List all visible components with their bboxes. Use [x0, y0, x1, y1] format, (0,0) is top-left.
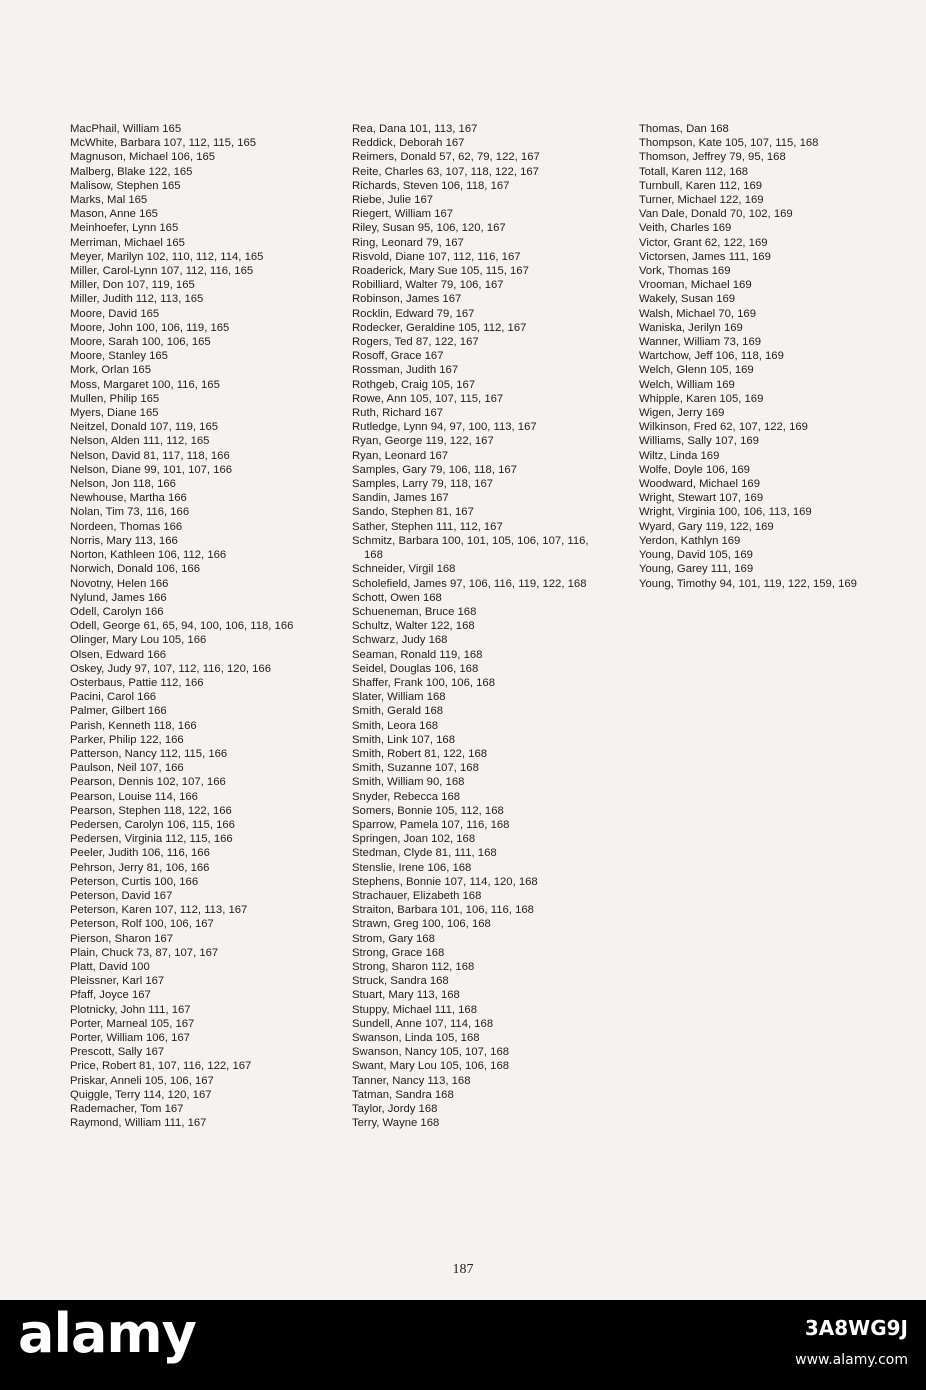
index-entry: Moore, Stanley 165: [70, 350, 168, 363]
index-entry: Nelson, Diane 99, 101, 107, 166: [70, 463, 233, 476]
index-entry: Robinson, James 167: [352, 293, 462, 306]
index-entry: Smith, Leora 168: [352, 719, 439, 732]
index-entry: Moore, Sarah 100, 106, 165: [70, 336, 211, 349]
page-number: 187: [452, 1262, 474, 1277]
index-entry: Roaderick, Mary Sue 105, 115, 167: [352, 265, 529, 278]
index-entry: Malberg, Blake 122, 165: [70, 165, 193, 178]
index-entry: Rocklin, Edward 79, 167: [352, 307, 475, 320]
index-entry: Plain, Chuck 73, 87, 107, 167: [70, 946, 219, 959]
index-entry: Norwich, Donald 106, 166: [70, 563, 200, 576]
index-entry: Quiggle, Terry 114, 120, 167: [70, 1088, 212, 1101]
index-entry: Yerdon, Kathlyn 169: [639, 534, 741, 547]
index-entry: Nordeen, Thomas 166: [70, 520, 183, 533]
index-entry: Miller, Carol-Lynn 107, 112, 116, 165: [70, 265, 254, 278]
index-entry: Malisow, Stephen 165: [70, 179, 181, 192]
index-entry: Palmer, Gilbert 166: [70, 705, 167, 718]
index-entry: Odell, George 61, 65, 94, 100, 106, 118, 166: [70, 620, 294, 633]
index-entry: Prescott, Sally 167: [70, 1046, 165, 1059]
index-column-3: [639, 122, 879, 591]
index-entry: Strachauer, Elizabeth 168: [352, 889, 482, 902]
index-entry: Rowe, Ann 105, 107, 115, 167: [352, 392, 504, 405]
index-entry: Ruth, Richard 167: [352, 407, 444, 420]
index-entry: Tanner, Nancy 113, 168: [352, 1074, 471, 1087]
index-entry: Richards, Steven 106, 118, 167: [352, 179, 510, 192]
index-entry: Rossman, Judith 167: [352, 364, 459, 377]
index-entry: Risvold, Diane 107, 112, 116, 167: [352, 250, 521, 263]
index-entry: Schwarz, Judy 168: [352, 634, 448, 647]
index-entry: Sather, Stephen 111, 112, 167: [352, 520, 503, 533]
index-entry: Porter, Marneal 105, 167: [70, 1017, 195, 1030]
index-entry: Strong, Sharon 112, 168: [352, 960, 475, 973]
index-entry: Platt, David 100: [70, 960, 150, 973]
index-entry: Norton, Kathleen 106, 112, 166: [70, 549, 227, 562]
index-entry: Robilliard, Walter 79, 106, 167: [352, 279, 504, 292]
index-entry: Strawn, Greg 100, 106, 168: [352, 918, 491, 931]
index-entry: Riegert, William 167: [352, 208, 454, 221]
index-entry: MacPhail, William 165: [70, 123, 182, 135]
index-entry: Ring, Leonard 79, 167: [352, 236, 464, 249]
index-entry: Peterson, David 167: [70, 889, 173, 902]
index-entry: Rodecker, Geraldine 105, 112, 167: [352, 321, 527, 334]
index-entry: Scholefield, James 97, 106, 116, 119, 122, 168: [352, 577, 587, 590]
index-entry: Young, Garey 111, 169: [639, 563, 754, 576]
index-entry: Veith, Charles 169: [639, 222, 732, 235]
index-entry: Moss, Margaret 100, 116, 165: [70, 378, 220, 391]
index-entry: Peterson, Curtis 100, 166: [70, 875, 199, 888]
index-entry: Wartchow, Jeff 106, 118, 169: [639, 350, 784, 363]
index-entry: Walsh, Michael 70, 169: [639, 307, 757, 320]
index-entry: Myers, Diane 165: [70, 407, 159, 420]
index-entry: Stedman, Clyde 81, 111, 168: [352, 847, 497, 860]
index-entry: Mullen, Philip 165: [70, 392, 160, 405]
index-entry: Van Dale, Donald 70, 102, 169: [639, 208, 793, 221]
index-entry: Woodward, Michael 169: [639, 478, 760, 491]
index-entry: Olinger, Mary Lou 105, 166: [70, 634, 207, 647]
index-entry: Nolan, Tim 73, 116, 166: [70, 506, 190, 519]
index-entry: Victorsen, James 111, 169: [639, 250, 771, 263]
index-entry: Schultz, Walter 122, 168: [352, 620, 475, 633]
index-entry: Ryan, George 119, 122, 167: [352, 435, 494, 448]
index-entry: Merriman, Michael 165: [70, 236, 185, 249]
index-entry: Tatman, Sandra 168: [352, 1088, 454, 1101]
index-entry: Reimers, Donald 57, 62, 79, 122, 167: [352, 151, 540, 164]
index-entry: Wilkinson, Fred 62, 107, 122, 169: [639, 421, 808, 434]
index-column-1: [70, 122, 328, 1130]
index-entry: Rutledge, Lynn 94, 97, 100, 113, 167: [352, 421, 537, 434]
index-entry: Welch, William 169: [639, 378, 735, 391]
index-entry: Strong, Grace 168: [352, 946, 445, 959]
index-entry: Odell, Carolyn 166: [70, 605, 164, 618]
index-entry: Rothgeb, Craig 105, 167: [352, 378, 476, 391]
index-entry: Paulson, Neil 107, 166: [70, 762, 184, 775]
index-entry: Pedersen, Carolyn 106, 115, 166: [70, 818, 235, 831]
index-entry: Pfaff, Joyce 167: [70, 989, 151, 1002]
index-entry: Slater, William 168: [352, 691, 446, 704]
footer-url: www.alamy.com: [795, 1352, 908, 1368]
index-entry: Strom, Gary 168: [352, 932, 435, 945]
index-entry: Victor, Grant 62, 122, 169: [639, 236, 768, 249]
index-entry: Riley, Susan 95, 106, 120, 167: [352, 222, 506, 235]
index-entry: Wiltz, Linda 169: [639, 449, 720, 462]
index-entry: Schueneman, Bruce 168: [352, 605, 477, 618]
index-entry: Swanson, Linda 105, 168: [352, 1032, 480, 1044]
index-entry: Nelson, David 81, 117, 118, 166: [70, 449, 230, 462]
index-entry: Priskar, Anneli 105, 106, 167: [70, 1074, 214, 1087]
index-entry: Stuart, Mary 113, 168: [352, 989, 460, 1002]
index-entry: Wanner, William 73, 169: [639, 336, 762, 349]
index-entry: Meyer, Marilyn 102, 110, 112, 114, 165: [70, 250, 264, 263]
index-entry: Schmitz, Barbara 100, 101, 105, 106, 107, 116, 168: [352, 534, 589, 562]
index-entry: Shaffer, Frank 100, 106, 168: [352, 676, 495, 689]
index-entry: Waniska, Jerilyn 169: [639, 321, 743, 334]
index-entry: Turnbull, Karen 112, 169: [639, 179, 763, 192]
index-entry: Vork, Thomas 169: [639, 265, 731, 278]
index-entry: Parker, Philip 122, 166: [70, 733, 184, 746]
index-entry: Pearson, Stephen 118, 122, 166: [70, 804, 232, 817]
index-entry: Stenslie, Irene 106, 168: [352, 861, 472, 874]
index-entry: Sando, Stephen 81, 167: [352, 506, 474, 519]
index-entry: Smith, Robert 81, 122, 168: [352, 747, 488, 760]
index-entry: Nelson, Jon 118, 166: [70, 478, 176, 491]
index-entry: Smith, Link 107, 168: [352, 733, 455, 746]
index-entry: Totall, Karen 112, 168: [639, 165, 749, 178]
index-entry: Novotny, Helen 166: [70, 577, 169, 590]
index-entry: Wolfe, Doyle 106, 169: [639, 463, 750, 476]
index-entry: Thomson, Jeffrey 79, 95, 168: [639, 151, 786, 164]
index-entry: Snyder, Rebecca 168: [352, 790, 461, 803]
index-entry: Stuppy, Michael 111, 168: [352, 1003, 477, 1016]
index-entry: Seaman, Ronald 119, 168: [352, 648, 483, 661]
index-entry: Moore, David 165: [70, 307, 160, 320]
index-entry: Rademacher, Tom 167: [70, 1103, 184, 1116]
index-entry: Wright, Virginia 100, 106, 113, 169: [639, 506, 812, 519]
index-entry: Springen, Joan 102, 168: [352, 833, 476, 846]
index-entry: Sundell, Anne 107, 114, 168: [352, 1017, 494, 1030]
index-entry: Peterson, Rolf 100, 106, 167: [70, 918, 214, 931]
index-entry: Pedersen, Virginia 112, 115, 166: [70, 833, 233, 846]
index-entry: Thomas, Dan 168: [639, 123, 729, 135]
index-entry: Raymond, William 111, 167: [70, 1117, 207, 1130]
index-entry: Smith, William 90, 168: [352, 776, 465, 789]
index-entry: Porter, William 106, 167: [70, 1032, 190, 1044]
index-entry: Turner, Michael 122, 169: [639, 194, 764, 207]
index-entry: Miller, Don 107, 119, 165: [70, 279, 195, 292]
index-entry: Young, Timothy 94, 101, 119, 122, 159, 169: [639, 577, 857, 590]
index-entry: Terry, Wayne 168: [352, 1117, 440, 1130]
index-entry: Meinhoefer, Lynn 165: [70, 222, 179, 235]
index-entry: Schneider, Virgil 168: [352, 563, 456, 576]
index-entry: Pierson, Sharon 167: [70, 932, 173, 945]
index-entry: Schott, Owen 168: [352, 591, 442, 604]
index-entry: Welch, Glenn 105, 169: [639, 364, 754, 377]
index-entry: Olsen, Edward 166: [70, 648, 167, 661]
index-entry: Whipple, Karen 105, 169: [639, 392, 764, 405]
index-entry: Magnuson, Michael 106, 165: [70, 151, 216, 164]
index-entry: Swant, Mary Lou 105, 106, 168: [352, 1060, 510, 1073]
index-entry: Nylund, James 166: [70, 591, 167, 604]
index-entry: Thompson, Kate 105, 107, 115, 168: [639, 137, 819, 150]
index-entry: Smith, Gerald 168: [352, 705, 444, 718]
index-entry: Rosoff, Grace 167: [352, 350, 444, 363]
index-entry: Pearson, Dennis 102, 107, 166: [70, 776, 226, 789]
index-entry: Wyard, Gary 119, 122, 169: [639, 520, 774, 533]
index-entry: Newhouse, Martha 166: [70, 492, 187, 505]
index-entry: Mason, Anne 165: [70, 208, 158, 221]
index-entry: Reite, Charles 63, 107, 118, 122, 167: [352, 165, 539, 178]
index-entry: Samples, Larry 79, 118, 167: [352, 478, 494, 491]
index-entry: Peterson, Karen 107, 112, 113, 167: [70, 904, 248, 917]
index-entry: Samples, Gary 79, 106, 118, 167: [352, 463, 517, 476]
index-entry: Miller, Judith 112, 113, 165: [70, 293, 204, 306]
index-entry: Rea, Dana 101, 113, 167: [352, 123, 478, 135]
index-entry: Peeler, Judith 106, 116, 166: [70, 847, 210, 860]
index-entry: Mork, Orlan 165: [70, 364, 151, 377]
index-entry: Straiton, Barbara 101, 106, 116, 168: [352, 904, 534, 917]
index-entry: Seidel, Douglas 106, 168: [352, 662, 479, 675]
watermark-footer: [0, 1300, 926, 1390]
index-entry: Parish, Kenneth 118, 166: [70, 719, 197, 732]
index-entry: Pearson, Louise 114, 166: [70, 790, 198, 803]
index-entry: Sandin, James 167: [352, 492, 449, 505]
index-entry: Swanson, Nancy 105, 107, 168: [352, 1046, 510, 1059]
index-entry: Plotnicky, John 111, 167: [70, 1003, 191, 1016]
index-entry: Pleissner, Karl 167: [70, 975, 165, 988]
index-entry: Struck, Sandra 168: [352, 975, 449, 988]
index-entry: Stephens, Bonnie 107, 114, 120, 168: [352, 875, 538, 888]
index-entry: Reddick, Deborah 167: [352, 137, 465, 150]
index-entry: Pehrson, Jerry 81, 106, 166: [70, 861, 210, 874]
index-entry: Wright, Stewart 107, 169: [639, 492, 764, 505]
index-entry: McWhite, Barbara 107, 112, 115, 165: [70, 137, 257, 150]
index-entry: Ryan, Leonard 167: [352, 449, 449, 462]
index-entry: Nelson, Alden 111, 112, 165: [70, 435, 210, 448]
index-entry: Vrooman, Michael 169: [639, 279, 752, 292]
index-column-2: [352, 122, 606, 1130]
index-entry: Rogers, Ted 87, 122, 167: [352, 336, 479, 349]
index-entry: Patterson, Nancy 112, 115, 166: [70, 747, 228, 760]
index-entry: Smith, Suzanne 107, 168: [352, 762, 479, 775]
index-entry: Osterbaus, Pattie 112, 166: [70, 676, 204, 689]
index-entry: Oskey, Judy 97, 107, 112, 116, 120, 166: [70, 662, 271, 675]
image-id: 3A8WG9J: [804, 1316, 908, 1340]
index-entry: Riebe, Julie 167: [352, 194, 434, 207]
index-entry: Taylor, Jordy 168: [352, 1103, 438, 1116]
index-entry: Wigen, Jerry 169: [639, 407, 725, 420]
index-entry: Price, Robert 81, 107, 116, 122, 167: [70, 1060, 252, 1073]
index-entry: Sparrow, Pamela 107, 116, 168: [352, 818, 510, 831]
index-entry: Williams, Sally 107, 169: [639, 435, 759, 448]
index-entry: Norris, Mary 113, 166: [70, 534, 178, 547]
index-entry: Marks, Mal 165: [70, 194, 148, 207]
index-entry: Pacini, Carol 166: [70, 691, 157, 704]
index-entry: Young, David 105, 169: [639, 549, 753, 562]
alamy-logo: alamy: [18, 1302, 196, 1365]
index-entry: Wakely, Susan 169: [639, 293, 736, 306]
index-entry: Somers, Bonnie 105, 112, 168: [352, 804, 504, 817]
index-entry: Moore, John 100, 106, 119, 165: [70, 321, 230, 334]
index-entry: Neitzel, Donald 107, 119, 165: [70, 421, 219, 434]
